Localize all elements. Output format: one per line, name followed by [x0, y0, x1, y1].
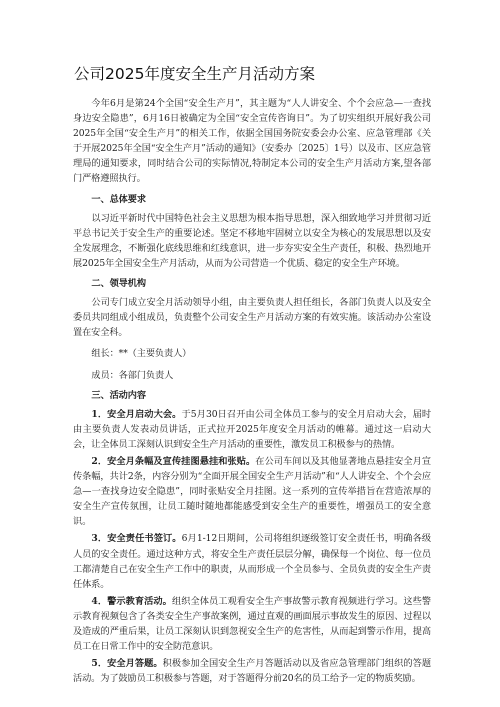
activity-item-title: 4．警示教育活动。 [91, 595, 172, 607]
activity-item [73, 594, 431, 654]
activity-item-text: 6月1-12日期间，公司将组织逐级签订安全责任书，明确各级人员的安全责任。通过这种方式，将安全生产责任层层分解，确保每一个岗位、每一位员工都清楚自己在安全生产工作中的职责，从而形成一个全员参与、全员负责的安全生产责任体系。 [73, 533, 431, 590]
leader-line: 组长：**（主要负责人） [91, 348, 192, 360]
activity-item-text: 积极参加全国安全生产月答题活动以及省应急管理部门组织的答题活动。为了鼓励员工积极参与答题，对于答题得分前20名的员工给予一定的物质奖励。 [73, 658, 431, 685]
section-heading-leadership: 二、领导机构 [91, 278, 146, 290]
activity-item-title: 2．安全月条幅及宣传挂图悬挂和张贴。 [91, 455, 256, 467]
activity-item [73, 454, 431, 529]
activity-item [73, 656, 431, 686]
intro-paragraph: 今年6月是第24个全国“安全生产月”，其主题为“人人讲安全、个个会应急—一查找身边安全隐患”，6月16日被确定为全国“安全宣传咨询日”。为了切实组织开展好我公司2025年全国“安全生产月”的相关工作，依据全国国务院安委会办公室、应急管理部《关于开展2025年全国“安全生产月”活动的通知》（安委办〔2025〕1号）以及市、区应急管理局的通知要求，同时结合公司的实际情况,特制定本公司的安全生产月活动方案,望各部门严格遵照执行。 [73, 98, 431, 185]
activity-item-title: 3．安全责任书签订。 [91, 533, 182, 545]
activity-item-text: 在公司车间以及其他显著地点悬挂安全月宣传条幅，共计2条，内容分别为“全面开展全国安全生产月活动”和“人人讲安全、个个会应急—一查找身边安全隐患”，同时张贴安全月挂图。这一系列的宣传举措旨在营造浓厚的安全生产宣传氛围，让员工随时随地都能感受到安全生产的重要性，增强员工的安全意识。 [73, 455, 431, 528]
section-heading-overall: 一、总体要求 [91, 193, 146, 205]
activity-item-title: 5．安全月答题。 [91, 658, 163, 670]
section-heading-activities: 三、活动内容 [91, 389, 146, 401]
activity-item-title: 1．安全月启动大会。 [91, 408, 182, 420]
members-line: 成员：各部门负责人 [91, 369, 174, 381]
activity-item [73, 531, 431, 591]
section-text-leadership: 公司专门成立安全月活动领导小组，由主要负责人担任组长，各部门负责人以及安全委员共同组成小组成员，负责整个公司安全生产月活动方案的有效实施。该活动办公室设置在安全科。 [73, 297, 431, 339]
document-title: 公司2025年度安全生产月活动方案 [74, 65, 315, 83]
activity-item-text: 组织全体员工观看安全生产事故警示教育视频进行学习。这些警示教育视频包含了各类安全生产事故案例，通过直观的画面展示事故发生的原因、过程以及造成的严重后果，让员工深刻认识到忽视安全生产的危害性，从而起到警示作用，提高员工在日常工作中的安全防范意识。 [73, 595, 432, 653]
section-text-overall: 以习近平新时代中国特色社会主义思想为根本指导思想，深入细致地学习并贯彻习近平总书记关于安全生产的重要论述。坚定不移地牢固树立以安全为核心的发展思想以及安全发展理念，不断强化底线思维和红线意识，进一步夯实安全生产责任，积极、热烈地开展2025年全国安全生产月活动，从而为公司营造一个优质、稳定的安全生产环境。 [73, 212, 431, 269]
activity-item-text: 于5月30日召开由公司全体员工参与的安全月启动大会，届时由主要负责人发表动员讲话，正式拉开2025年度安全月活动的帷幕。通过这一启动大会，让全体员工深刻认识到安全生产月活动的重要性，激发员工积极参与的热情。 [73, 408, 431, 450]
activity-item [73, 407, 431, 452]
document-body [73, 96, 431, 686]
